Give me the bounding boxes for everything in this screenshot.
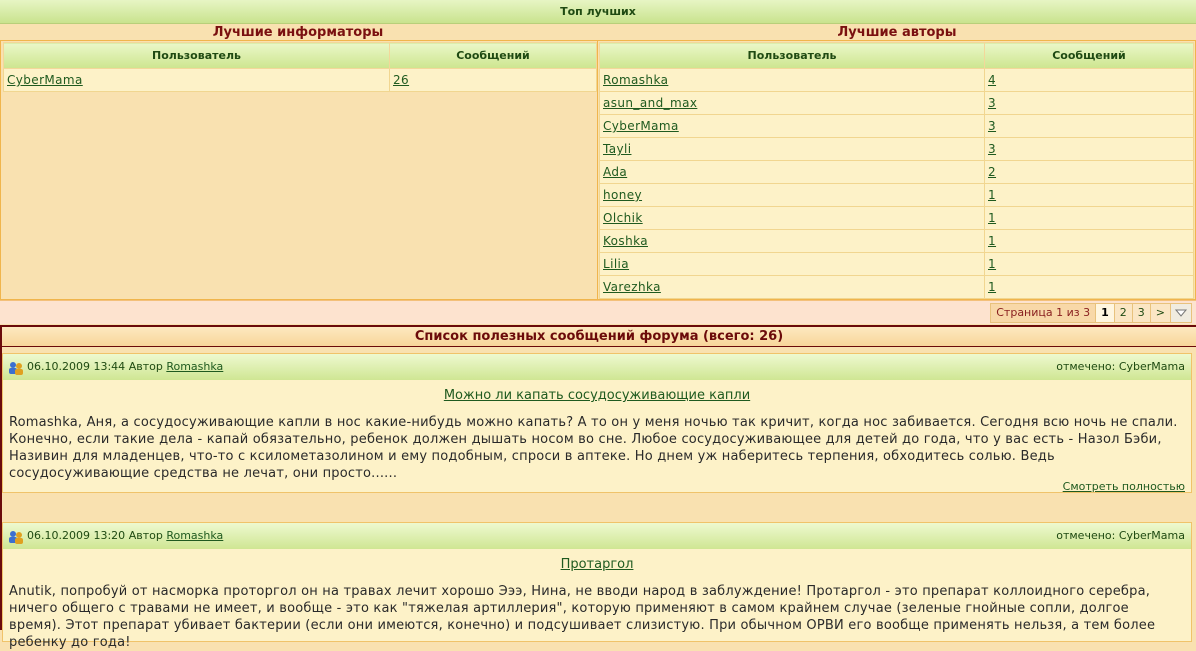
user-link[interactable]: Ada	[603, 165, 628, 179]
count-link[interactable]: 4	[988, 73, 997, 87]
user-link[interactable]: Varezhka	[603, 280, 661, 294]
count-link[interactable]: 3	[988, 96, 997, 110]
post-header	[3, 523, 1191, 549]
count-link[interactable]: 1	[988, 211, 997, 225]
table-row	[600, 92, 1194, 115]
count-link[interactable]: 1	[988, 257, 997, 271]
chevron-down-icon	[1175, 307, 1187, 319]
informers-table	[3, 42, 597, 92]
post-marked-by: отмечено: CyberMama	[1056, 360, 1185, 373]
count-link[interactable]: 26	[393, 73, 410, 87]
user-link[interactable]: Tayli	[603, 142, 632, 156]
view-full-link[interactable]: Смотреть полностью	[1062, 480, 1185, 493]
table-row	[600, 253, 1194, 276]
page-jump-dropdown[interactable]	[1171, 304, 1191, 322]
post-subject-link[interactable]: Можно ли капать сосудосуживающие капли	[443, 388, 751, 403]
post-meta	[27, 354, 223, 380]
post-item	[2, 522, 1192, 650]
count-link[interactable]: 2	[988, 165, 997, 179]
table-row	[600, 138, 1194, 161]
users-icon	[8, 360, 24, 376]
post-author-label: Автор	[128, 360, 163, 373]
user-link[interactable]: asun_and_max	[603, 96, 698, 110]
count-link[interactable]: 1	[988, 188, 997, 202]
page-label: Страница 1 из 3	[991, 304, 1096, 322]
user-link[interactable]: Koshka	[603, 234, 648, 248]
table-row	[600, 115, 1194, 138]
table-row	[600, 276, 1194, 299]
user-link[interactable]: honey	[603, 188, 643, 202]
table-row	[600, 184, 1194, 207]
post-author-label: Автор	[128, 529, 163, 542]
count-link[interactable]: 1	[988, 234, 997, 248]
page-current: 1	[1096, 304, 1115, 322]
col-msgs-header: Сообщений	[390, 43, 597, 69]
post-subject-link[interactable]: Протаргол	[560, 557, 634, 572]
table-row	[600, 207, 1194, 230]
table-row	[600, 69, 1194, 92]
table-row	[600, 161, 1194, 184]
authors-panel	[597, 40, 1196, 300]
page-link-2[interactable]: 2	[1115, 304, 1133, 322]
post-item	[2, 353, 1192, 493]
post-header	[3, 354, 1191, 380]
user-link[interactable]: Olchik	[603, 211, 643, 225]
table-row	[600, 230, 1194, 253]
user-link[interactable]: Romashka	[603, 73, 669, 87]
authors-heading: Лучшие авторы	[837, 25, 957, 40]
col-msgs-header: Сообщений	[985, 43, 1194, 69]
pagination	[990, 303, 1192, 323]
post-author-link[interactable]: Romashka	[166, 360, 224, 373]
post-author-link[interactable]: Romashka	[166, 529, 224, 542]
authors-table	[599, 42, 1194, 299]
post-marked-by: отмечено: CyberMama	[1056, 529, 1185, 542]
count-link[interactable]: 1	[988, 280, 997, 294]
page-next[interactable]: >	[1151, 304, 1171, 322]
informers-panel	[0, 40, 598, 300]
list-title: Список полезных сообщений форума (всего: 26)	[2, 327, 1196, 347]
col-user-header: Пользователь	[600, 43, 985, 69]
users-icon	[8, 529, 24, 545]
informers-heading: Лучшие информаторы	[212, 25, 384, 40]
user-link[interactable]: CyberMama	[7, 73, 83, 87]
user-link[interactable]: CyberMama	[603, 119, 679, 133]
post-datetime: 06.10.2009 13:20	[27, 529, 126, 542]
count-link[interactable]: 3	[988, 119, 997, 133]
page-title: Топ лучших	[0, 0, 1196, 24]
col-user-header: Пользователь	[4, 43, 390, 69]
post-meta	[27, 523, 223, 549]
post-datetime: 06.10.2009 13:44	[27, 360, 126, 373]
page-link-3[interactable]: 3	[1133, 304, 1151, 322]
user-link[interactable]: Lilia	[603, 257, 630, 271]
table-row	[4, 69, 597, 92]
post-body: Anutik, попробуй от насморка проторгол он на травах лечит хорошо Эээ, Нина, не вводи народ в заблуждение! Протаргол - это препарат коллоидного серебра, ничего общего с травами не имеет, и вообще - это как "тяжелая артиллерия", которую применяют в самом крайнем случае (зеленые гнойные сопли, долгое время). Этот препарат убивает бактерии (если они имеются, конечно) и подсушивает слизистую. При обычном ОРВИ его вообще применять нельзя, а тем более ребенку до года!	[9, 584, 1156, 650]
count-link[interactable]: 3	[988, 142, 997, 156]
pager-bar	[0, 300, 1196, 324]
post-body: Romashka, Аня, а сосудосуживающие капли в нос какие-нибудь можно капать? А то он у меня ночью так кричит, когда нос забивается. Сегодня всю ночь не спали. Конечно, если такие дела - капай обязательно, ребенок должен дышать носом во сне. Любое сосудосуживающее для детей до года, что у вас есть - Назол Бэби, Називин для младенцев, что-то с ксилометазолином и ему подобным, спроси в аптеке. Но днем уж наберитесь терпения, обходитесь солью. Ведь сосудосуживающие средства не лечат, они просто......	[9, 415, 1178, 481]
